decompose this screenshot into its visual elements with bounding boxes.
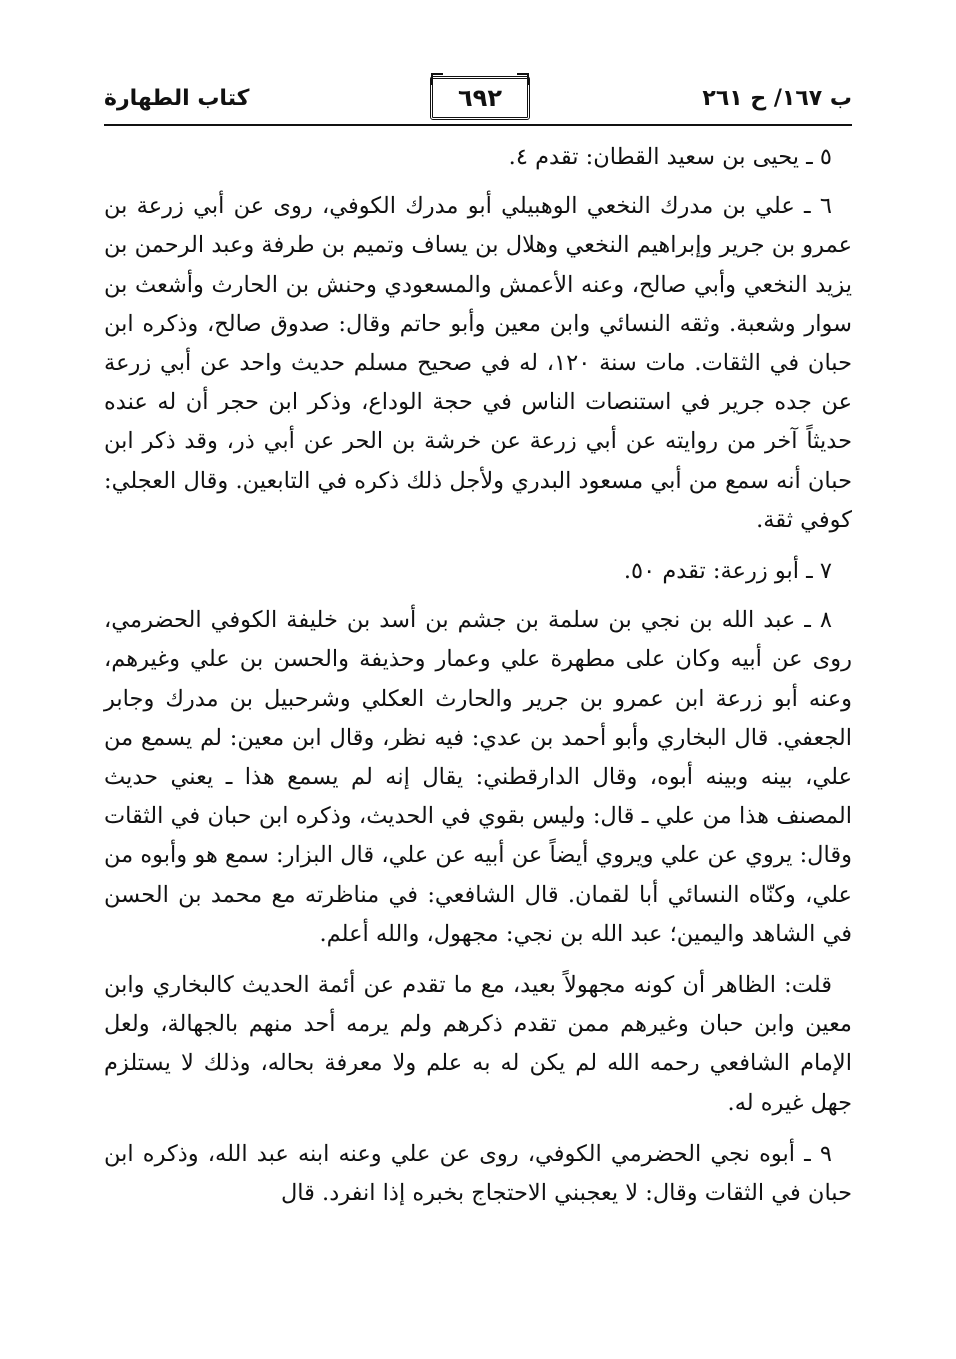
paragraph-7: ٧ ـ أبو زرعة: تقدم ٥٠. (623, 558, 832, 585)
paragraph-note: قلت: الظاهر أن كونه مجهولاً بعيد، مع ما تقدم عن أئمة الحديث كالبخاري وابن معين وابن حبان وغيرهم ممن تقدم ذكرهم ولم يرمه أحد منهم بالجهالة، ولعل الإمام الشافعي رحمه الله لم يكن له به علم ولا معرفة بحاله، وذلك لا يستلزم جهل غيره له. (104, 972, 852, 1116)
page-number: ٦٩٢ (430, 76, 530, 120)
book-title: كتاب الطهارة (104, 86, 250, 111)
paragraph-6: ٦ ـ علي بن مدرك النخعي الوهبيلي أبو مدرك الكوفي، روى عن أبي زرعة بن عمرو بن جرير وإبراهيم النخعي وهلال بن يساف وتميم بن طرفة وعبد الرحمن بن يزيد النخعي وأبي صالح، وعنه الأعمش والمسعودي وحنش بن الحارث وأشعث بن سوار وشعبة. وثقه النسائي وابن معين وأبو حاتم وقال: صدوق صالح، وذكره ابن حبان في الثقات. مات سنة ١٢٠، له في صحيح مسلم حديث واحد عن أبي زرعة عن جده جرير في استنصات الناس في حجة الوداع، وذكر ابن حجر أن له عنده حديثاً آخر من روايته عن أبي زرعة عن خرشة بن الحر عن أبي ذر، وقد ذكر ابن حبان أنه سمع من أبي مسعود البدري ولأجل ذلك ذكره في التابعين. وقال العجلي: كوفي ثقة. (104, 193, 853, 533)
body-text (104, 138, 852, 1225)
paragraph-9: ٩ ـ أبوه نجي الحضرمي الكوفي، روى عن علي وعنه ابنه عبد الله، وذكره ابن حبان في الثقات وقال: لا يعجبني الاحتجاج بخبره إذا انفرد. قال (104, 1140, 852, 1207)
paragraph-5: ٥ ـ يحيى بن سعيد القطان: تقدم ٤. (508, 144, 832, 170)
paragraph-8: ٨ ـ عبد الله بن نجي بن سلمة بن جشم بن أسد بن خليفة الكوفي الحضرمي، روى عن أبيه وكان على مطهرة علي وعمار وحذيفة والحسن بن علي وغيرهم، وعنه أبو زرعة ابن عمرو بن جرير والحارث العكلي وشرحبيل بن مدرك وجابر الجعفي. قال البخاري وأبو أحمد بن عدي: فيه نظر، وقال ابن معين: لم يسمع من علي، بينه وبينه أبوه، وقال الدارقطني: يقال إنه لم يسمع هذا ـ يعني حديث المصنف هذا من علي ـ قال: وليس بقوي في الحديث، وذكره ابن حبان في الثقات وقال: يروي عن علي ويروي أيضاً عن أبيه عن علي، قال البزار: سمع هو وأبوه من علي، وكنّاه النسائي أبا لقمان. قال الشافعي: في مناظرته مع محمد بن الحسن في الشاهد واليمين؛ عبد الله بن نجي: مجهول، والله أعلم. (104, 607, 852, 947)
header-rule (104, 124, 852, 126)
volume-reference: ب ١٦٧/ ح ٢٦١ (702, 86, 852, 111)
page-header (104, 72, 852, 126)
